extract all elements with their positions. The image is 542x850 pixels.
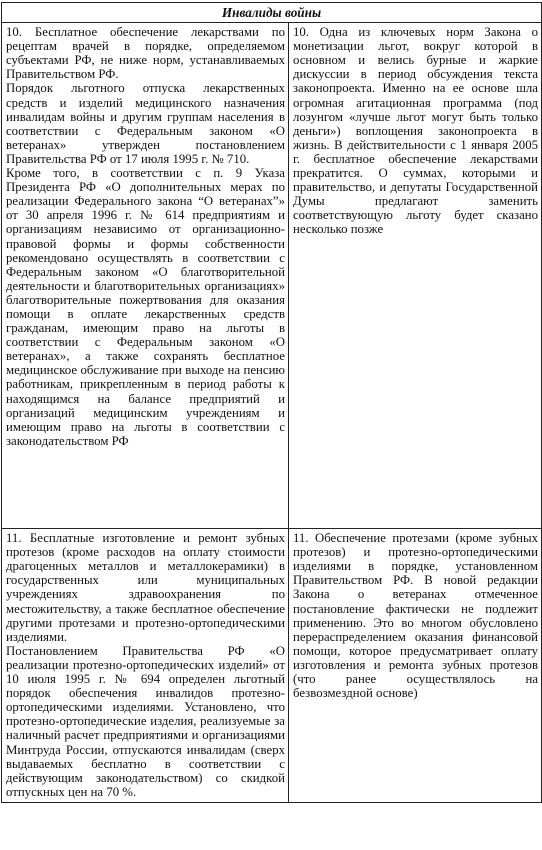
table-row: [2, 529, 542, 803]
paragraph: Кроме того, в соответствии с п. 9 Указа Президента РФ «О дополнительных мерах по реализации Федерального закона “О ветеранах”» от 30 апреля 1996 г. № 614 предприятиям и организациям независимо от организационно-правовой формы и формы собственности рекомендовано осуществлять в соответствии с Федеральным законом «О благотворительной деятельности и благотворительных организациях» благотворительные пожертвования для оказания помощи в оплате лекарственных средств гражданам, имеющим право на льготы в соответствии с Федеральным законом «О ветеранах», а также сохранять бесплатное медицинское обслуживание при выходе на пенсию работникам, прикрепленным в период работы к находящимся на балансе предприятий и организаций медицинским учреждениям и имеющим право на льготы в соответствии с законодательством РФ: [6, 166, 285, 448]
comparison-table: [1, 2, 542, 803]
table-header: Инвалиды войны: [2, 3, 542, 23]
paragraph: 11. Бесплатные изготовление и ремонт зубных протезов (кроме расходов на оплату стоимости драгоценных металлов и металлокерамики) в государственных или муниципальных учреждениях здравоохранения по местожительству, а также бесплатное обеспечение другими протезами и протезно-ортопедическими изделиями.: [6, 531, 285, 644]
row-10-commentary: [289, 23, 542, 529]
table-header-row: [2, 3, 542, 23]
row-11-law-text: [2, 529, 289, 803]
table-row: [2, 23, 542, 529]
paragraph: 10. Бесплатное обеспечение лекарствами по рецептам врачей в порядке, определяемом субъектами РФ, не ниже норм, устанавливаемых Правительством РФ.: [6, 25, 285, 82]
paragraph: Порядок льготного отпуска лекарственных средств и изделий медицинского назначения инвалидам войны и другим группам населения в соответствии с Федеральным законом «О ветеранах» утвержден постановлением Правительства РФ от 17 июля 1995 г. № 710.: [6, 81, 285, 166]
paragraph: 10. Одна из ключевых норм Закона о монетизации льгот, вокруг которой в основном и велись бурные и жаркие дискуссии в период обсуждения текста законопроекта. Именно на ее основе шла огромная агитационная программа (под лозунгом «лучше льгот могут быть только деньги») воплощения законопроекта в жизнь. В действительности с 1 января 2005 г. бесплатное обеспечение лекарствами прекратится. О суммах, которыми и правительство, и депутаты Государственной Думы предлагают заменить соответствующую льготу будет сказано несколько позже: [293, 25, 538, 237]
row-10-law-text: [2, 23, 289, 529]
row-11-commentary: [289, 529, 542, 803]
paragraph: Постановлением Правительства РФ «О реализации протезно-ортопедических изделий» от 10 июля 1995 г. № 694 определен льготный порядок обеспечения инвалидов протезно-ортопедическими изделиями. Установлено, что протезно-ортопедические изделия, реализуемые за наличный расчет предприятиями и организациями Минтруда России, отпускаются инвалидам (сверх выдаваемых бесплатно в соответствии с действующим законодательством) со скидкой отпускных цен на 70 %.: [6, 643, 285, 799]
paragraph: 11. Обеспечение протезами (кроме зубных протезов) и протезно-ортопедическими изделиями в порядке, установленном Правительством РФ. В новой редакции Закона о ветеранах отмеченное постановление фактически не подлежит применению. Это во многом обусловлено перераспределением оказания финансовой помощи, которое предусматривает оплату изготовления и ремонта зубных протезов (что ранее осуществлялось на безвозмездной основе): [293, 531, 538, 701]
